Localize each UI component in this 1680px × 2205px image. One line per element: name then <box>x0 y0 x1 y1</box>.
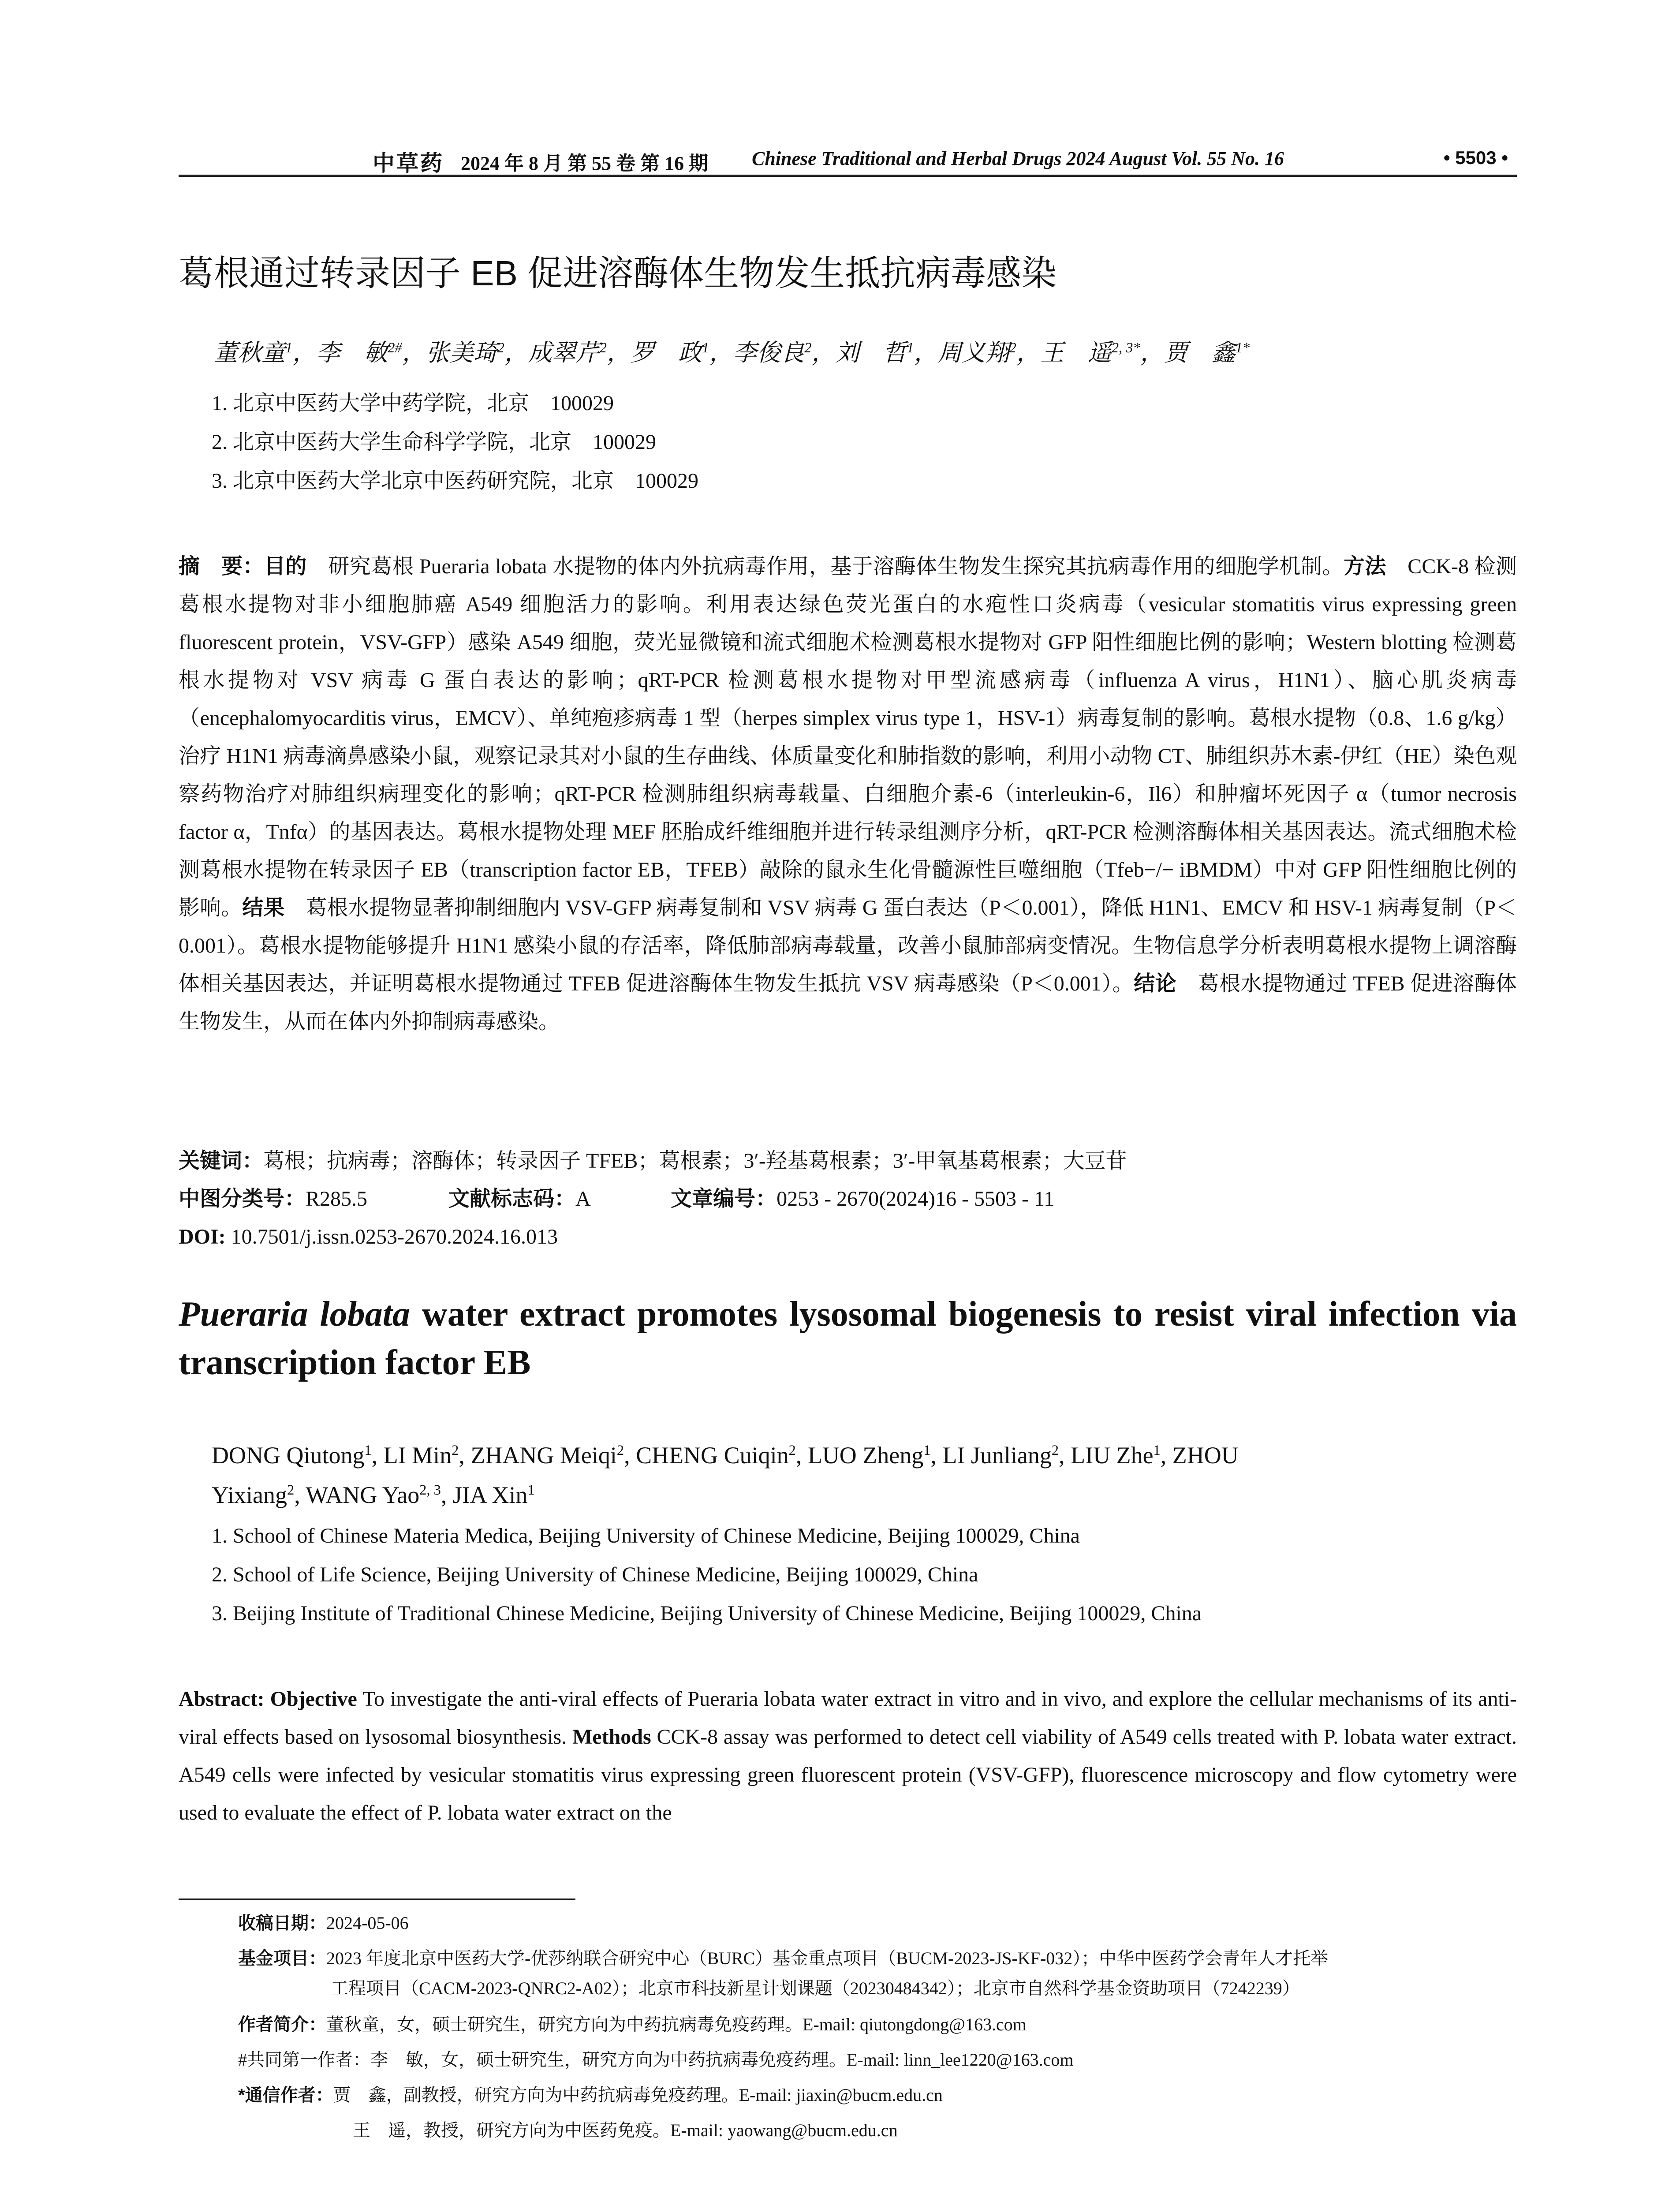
title-en-rest: water extract promotes lysosomal biogenesis to resist viral infection via transcription factor EB <box>179 1295 1517 1382</box>
abstract-en-methods-label: Methods <box>567 1725 651 1749</box>
fund-line-2: 工程项目（CACM-2023-QNRC2-A02）；北京市科技新星计划课题（20230484342）；北京市自然科学基金资助项目（7242239） <box>331 1978 1300 1998</box>
corresponding-label: *通信作者： <box>238 2085 333 2105</box>
title-en <box>179 1290 1517 1387</box>
page-number: • 5503 • <box>1443 147 1508 168</box>
header-rule <box>179 175 1517 177</box>
doi-label: DOI: <box>179 1225 226 1248</box>
keywords-cn <box>179 1142 1517 1180</box>
methods-text: CCK-8 检测葛根水提物对非小细胞肺癌 A549 细胞活力的影响。利用表达绿色荧光蛋白的水疱性口炎病毒（vesicular stomatitis virus expressing green fluorescent protein，VSV-GFP）感染 A549 细胞，荧光显微镜和流式细胞术检测葛根水提物对 GFP 阳性细胞比例的影响；Western blotting 检测葛根水提物对 VSV 病毒 G 蛋白表达的影响；qRT-PCR 检测葛根水提物对甲型流感病毒（influenza A virus，H1N1）、脑心肌炎病毒（encephalomyocarditis virus，EMCV）、单纯疱疹病毒 1 型（herpes simplex virus type 1，HSV-1）病毒复制的影响。葛根水提物（0.8、1.6 g/kg）治疗 H1N1 病毒滴鼻感染小鼠，观察记录其对小鼠的生存曲线、体质量变化和肺指数的影响，利用小动物 CT、肺组织苏木素-伊红（HE）染色观察药物治疗对肺组织病理变化的影响；qRT-PCR 检测肺组织病毒载量、白细胞介素-6（interleukin-6，Il6）和肿瘤坏死因子 α（tumor necrosis factor α，Tnfα）的基因表达。葛根水提物处理 MEF 胚胎成纤维细胞并进行转录组测序分析，qRT-PCR 检测溶酶体相关基因表达。流式细胞术检测葛根水提物在转录因子 EB（transcription factor EB，TFEB）敲除的鼠永生化骨髓源性巨噬细胞（Tfeb−/− iBMDM）中对 GFP 阳性细胞比例的影响。 <box>179 555 1517 919</box>
abstract-en-label: Abstract: Objective <box>179 1687 357 1711</box>
conclusion-text: 葛根水提物通过 TFEB 促进溶酶体生物发生，从而在体内外抑制病毒感染。 <box>179 972 1517 1033</box>
cofirst-text: 李 敏，女，硕士研究生，研究方向为中药抗病毒免疫药理。E-mail: linn_lee1220@163.com <box>370 2050 1074 2070</box>
fund-line-1: 2023 年度北京中医药大学-优莎纳联合研究中心（BURC）基金重点项目（BUCM-2023-JS-KF-032）；中华中医药学会青年人才托举 <box>326 1948 1329 1968</box>
affiliation-en-2: 2. School of Life Science, Beijing University of Chinese Medicine, Beijing 100029, China <box>212 1563 978 1586</box>
running-header <box>179 146 1517 176</box>
received-label: 收稿日期： <box>238 1913 326 1933</box>
affiliation-cn-2: 2. 北京中医药大学生命科学学院，北京 100029 <box>212 430 657 454</box>
abstract-en-objective: To investigate the anti-viral effects of Pueraria lobata water extract in vitro and in vivo, and explore the cellular mechanisms of its anti-viral effects based on lysosomal biosynthesis. <box>179 1687 1517 1749</box>
clc-label: 中图分类号： <box>179 1187 306 1211</box>
author-bio-label: 作者简介： <box>238 2015 326 2034</box>
abstract-en-methods: CCK-8 assay was performed to detect cell viability of A549 cells treated with P. lobata water extract. A549 cells were infected by vesicular stomatitis virus expressing green fluorescent protein (VSV-GFP), fluorescence microscopy and flow cytometry were used to evaluate the effect of P. lobata water extract on the <box>179 1725 1517 1824</box>
corresponding-2: 王 遥，教授，研究方向为中医药免疫。E-mail: yaowang@bucm.edu.cn <box>353 2120 898 2140</box>
affiliation-en-3: 3. Beijing Institute of Traditional Chinese Medicine, Beijing University of Chinese Medicine, Beijing 100029, China <box>212 1602 1202 1625</box>
doi-value: 10.7501/j.issn.0253-2670.2024.16.013 <box>225 1225 558 1248</box>
doi-line <box>179 1218 1517 1256</box>
keywords-label: 关键词： <box>179 1149 264 1173</box>
article-no-label: 文章编号： <box>671 1187 777 1211</box>
footnote-author <box>238 2011 1027 2038</box>
affiliation-en-1: 1. School of Chinese Materia Medica, Beijing University of Chinese Medicine, Beijing 100029, China <box>212 1524 1080 1547</box>
footnote-cofirst <box>238 2046 1074 2074</box>
authors-en: DONG Qiutong$^1$, LI Min$^2$, ZHANG Meiqi$^2$, CHENG Cuiqin$^2$, LUO Zheng$^1$, LI Junliang$^2$, LIU Zhe$^1$, ZHOU Yixiang$^2$, WANG Yao$^{2, 3}$, JIA Xin$^1$ <box>212 1442 1239 1508</box>
conclusion-label: 结论 <box>1134 972 1177 995</box>
authors-cn: 董秋童$^1$，李 敏$^{2\#}$，张美琦$^2$，成翠芹$^2$，罗 政$^1$，李俊良$^2$，刘 哲$^1$，周义翔$^2$，王 遥$^{2, 3*}$，贾 鑫$^{1*}$ <box>214 340 1250 366</box>
keywords-text: 葛根；抗病毒；溶酶体；转录因子 TFEB；葛根素；3′-羟基葛根素；3′-甲氧基葛根素；大豆苷 <box>263 1149 1127 1173</box>
affiliation-cn-3: 3. 北京中医药大学北京中医药研究院，北京 100029 <box>212 469 699 493</box>
abstract-cn <box>179 548 1517 1041</box>
issue-cn: 2024 年 8 月 第 55 卷 第 16 期 <box>461 153 708 174</box>
classification-line <box>179 1180 1517 1218</box>
affiliation-cn-1: 1. 北京中医药大学中药学院，北京 100029 <box>212 392 614 415</box>
results-text: 葛根水提物显著抑制细胞内 VSV-GFP 病毒复制和 VSV 病毒 G 蛋白表达（P＜0.001），降低 H1N1、EMCV 和 HSV-1 病毒复制（P＜0.001）。葛根水提物能够提升 H1N1 感染小鼠的存活率，降低肺部病毒载量，改善小鼠肺部病变情况。生物信息学分析表明葛根水提物上调溶酶体相关基因表达，并证明葛根水提物通过 TFEB 促进溶酶体生物发生抵抗 VSV 病毒感染（P＜0.001）。 <box>179 896 1517 995</box>
issue-en: Chinese Traditional and Herbal Drugs 2024 August Vol. 55 No. 16 <box>752 148 1284 169</box>
author-bio: 董秋童，女，硕士研究生，研究方向为中药抗病毒免疫药理。E-mail: qiutongdong@163.com <box>326 2014 1027 2034</box>
results-label: 结果 <box>242 896 285 919</box>
journal-name-cn: 中草药 <box>373 151 444 176</box>
footnote-fund <box>238 1945 1328 1972</box>
abstract-en <box>179 1680 1517 1832</box>
fund-label: 基金项目： <box>238 1949 326 1968</box>
clc-value: R285.5 <box>306 1187 368 1211</box>
received-date: 2024-05-06 <box>326 1913 409 1933</box>
abstract-cn-label: 摘 要： <box>179 555 264 578</box>
footnote-corresponding <box>238 2082 943 2109</box>
footnote-received <box>238 1910 409 1937</box>
title-en-species: Pueraria lobata <box>179 1295 410 1334</box>
methods-label: 方法 <box>1343 555 1386 578</box>
article-no-value: 0253 - 2670(2024)16 - 5503 - 11 <box>777 1187 1055 1211</box>
doc-code-label: 文献标志码： <box>448 1187 576 1211</box>
objective-text: 研究葛根 Pueraria lobata 水提物的体内外抗病毒作用，基于溶酶体生物发生探究其抗病毒作用的细胞学机制。 <box>306 555 1344 578</box>
objective-label: 目的 <box>264 555 307 578</box>
title-cn: 葛根通过转录因子 EB 促进溶酶体生物发生抵抗病毒感染 <box>179 254 1057 293</box>
doc-code-value: A <box>575 1187 590 1211</box>
corresponding-1: 贾 鑫，副教授，研究方向为中药抗病毒免疫药理。E-mail: jiaxin@bucm.edu.cn <box>333 2085 943 2105</box>
footnote-rule <box>179 1899 575 1900</box>
cofirst-label: #共同第一作者： <box>238 2050 370 2070</box>
